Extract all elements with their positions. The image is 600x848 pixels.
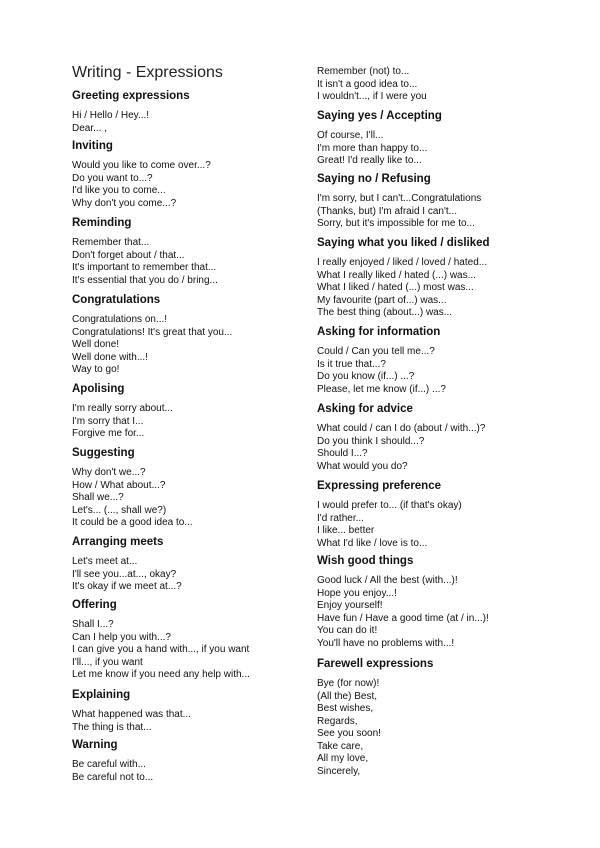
expression-list [72,237,312,287]
section-apolising [72,382,312,441]
expression-list [317,130,557,168]
section-farewell-expressions [317,657,557,778]
expression-line: Be careful not to... [72,771,154,783]
expression-line: Remember that... [72,237,150,248]
expression-line: I'll see you...at..., okay? [72,568,177,580]
expression-line: It could be a good idea to... [72,517,193,528]
expression-line: The thing is that... [72,721,152,733]
expression-line: Well done with...! [72,351,148,363]
section-asking-for-information [317,325,557,396]
expression-line: It's essential that you do / bring... [72,274,218,286]
expression-line: Way to go! [72,364,120,375]
section-congratulations [72,293,312,377]
expression-line: I'll..., if you want [72,656,143,668]
expression-line: Hi / Hello / Hey...! [72,110,150,121]
expression-line: Hope you enjoy...! [317,587,397,599]
expression-line: It isn't a good idea to... [317,78,418,90]
expression-line: What happened was that... [72,709,191,720]
expression-list [72,160,312,210]
section-heading: Asking for advice [317,403,413,415]
expression-line: Could / Can you tell me...? [317,346,435,357]
section-offering [72,598,312,682]
section-heading: Congratulations [72,294,161,306]
expression-line: How / What about...? [72,479,166,491]
expression-line: It's important to remember that... [72,262,217,273]
expression-line: I would prefer to... (if that's okay) [317,500,462,511]
expression-line: The best thing (about...) was... [317,307,453,318]
expression-line: Sincerely, [317,765,361,777]
expression-line: Do you know (if...) ...? [317,371,415,382]
expression-line: All my love, [317,753,369,764]
section-heading: Greeting expressions [72,90,190,102]
expression-line: What could / can I do (about / with...)? [317,423,486,434]
section-heading: Saying what you liked / disliked [317,237,490,249]
section-heading: Warning [72,739,118,751]
expression-line: I'm sorry, but I can't...Congratulations [317,193,482,204]
expression-line: Should I...? [317,448,368,459]
section-warning [72,738,312,784]
expression-line: You can do it! [317,625,378,636]
expression-line: Let's... (..., shall we?) [72,504,167,516]
expression-line: Remember (not) to... [317,66,410,77]
section-heading: Arranging meets [72,536,164,548]
expression-line: (All the) Best, [317,690,378,702]
expression-line: I'd like you to come... [72,185,166,196]
expression-line: I wouldn't..., if I were you [317,91,427,102]
section-heading: Farewell expressions [317,658,434,670]
section-heading: Explaining [72,689,131,701]
section-saying-no-refusing [317,172,557,231]
expression-line: Dear... , [72,122,108,134]
expression-list [72,556,312,594]
expression-list [317,500,557,550]
expression-line: Shall I...? [72,619,114,630]
section-explaining [72,688,312,734]
section-heading: Wish good things [317,555,414,567]
expression-line: Bye (for now)! [317,678,380,689]
expression-line: Why don't you come...? [72,197,177,209]
section-heading: Offering [72,599,117,611]
expression-line: Great! I'd really like to... [317,155,422,166]
expression-line: Can I help you with...? [72,631,171,643]
expression-line: Of course, I'll... [317,130,384,141]
expression-line: What I'd like / love is to... [317,537,428,549]
expression-line: Well done! [72,339,120,350]
expression-line: Do you think I should...? [317,435,425,447]
expression-list [72,110,312,135]
section-saying-what-you-liked-disliked [317,236,557,320]
expression-line: Please, let me know (if...) ...? [317,383,446,395]
expression-line: Regards, [317,715,358,727]
expression-line: Enjoy yourself! [317,600,383,611]
expression-list [317,193,557,231]
expression-line: Good luck / All the best (with...)! [317,575,458,586]
expression-line: Let me know if you need any help with... [72,669,250,680]
section-greeting-expressions [72,89,312,135]
section-heading: Saying no / Refusing [317,173,431,185]
expression-line: Best wishes, [317,703,374,714]
expression-line: Congratulations on...! [72,314,168,325]
expression-list [72,467,312,530]
section-heading: Expressing preference [317,480,442,492]
expression-line: Have fun / Have a good time (at / in...)! [317,612,489,624]
expression-list [72,759,312,784]
expression-list [317,678,557,778]
expression-line: I like... better [317,525,375,536]
expression-line: Forgive me for... [72,428,145,439]
expression-line: What I really liked / hated (...) was... [317,269,476,281]
expression-line: (Thanks, but) I'm afraid I can't... [317,205,457,217]
expression-line: I'm more than happy to... [317,142,428,154]
expression-line: Would you like to come over...? [72,160,211,171]
expression-list [317,257,557,320]
expression-line: Let's meet at... [72,556,138,567]
expression-line: Is it true that...? [317,358,386,370]
section-heading: Inviting [72,140,113,152]
expression-line: Why don't we...? [72,467,146,478]
section-arranging-meets [72,535,312,594]
expression-line: I really enjoyed / liked / loved / hated... [317,257,488,268]
section-expressing-preference [317,479,557,550]
expression-line: Be careful with... [72,759,146,770]
expression-line: Don't forget about / that... [72,249,185,261]
expression-line: I'm really sorry about... [72,403,173,414]
expression-list [72,403,312,441]
expression-line: It's okay if we meet at...? [72,581,182,592]
section-heading: Suggesting [72,447,135,459]
expression-line: I'd rather... [317,512,364,524]
expression-list [317,423,557,473]
expression-list [317,346,557,396]
page-title: Writing - Expressions [72,64,223,81]
section-saying-yes-accepting [317,109,557,168]
section-suggesting [72,446,312,530]
expression-line: My favourite (part of...) was... [317,294,447,306]
expression-line: I can give you a hand with..., if you want [72,644,250,655]
section-heading: Asking for information [317,326,441,338]
expression-list [72,619,312,682]
expression-line: See you soon! [317,728,381,739]
section-wish-good-things [317,554,557,650]
expression-line: You'll have no problems with...! [317,637,455,649]
expression-line: Take care, [317,740,364,752]
expression-list [72,709,312,734]
section-reminding [72,216,312,287]
section-heading: Apolising [72,383,125,395]
section-inviting [72,139,312,210]
expression-line: Sorry, but it's impossible for me to... [317,218,475,229]
expression-line: Shall we...? [72,492,124,503]
section-continued [317,66,557,104]
expression-line: I'm sorry that I... [72,415,144,427]
section-asking-for-advice [317,402,557,473]
expression-line: What I liked / hated (...) most was... [317,282,474,293]
expression-line: Congratulations! It's great that you... [72,326,233,338]
section-heading: Reminding [72,217,132,229]
section-heading: Saying yes / Accepting [317,110,442,122]
expression-line: What would you do? [317,460,408,472]
expression-list [317,575,557,650]
expression-line: Do you want to...? [72,172,153,184]
expression-list [317,66,557,104]
expression-list [72,314,312,377]
